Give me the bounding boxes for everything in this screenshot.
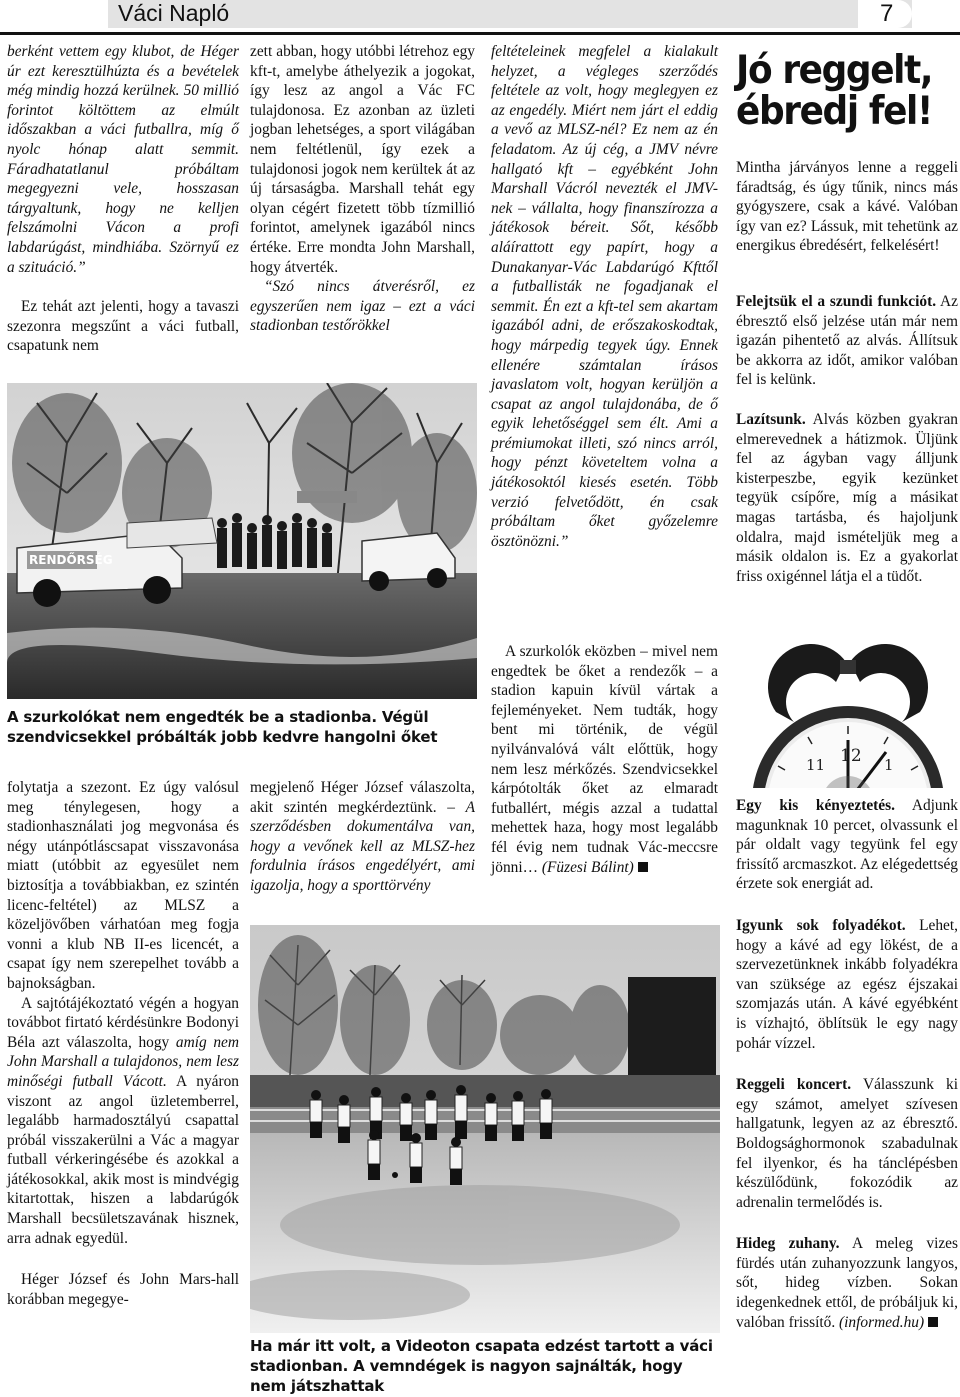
clock-number-1: 1 bbox=[884, 756, 894, 774]
photo-caption-fans: A szurkolókat nem engedték be a stadionba. Végül szendvicsekkel próbálták jobb kedvre hangolni őket bbox=[7, 708, 438, 746]
paragraph: feltételeinek megfelel a kialakult helyzet, a végleges szerződés feltétele az volt, hogy meglegyen ez az engedély. Miért nem járt el eddig a vevő az MLSZ-nél? Ez nem az én feladatom. Az új cég, a JMV névre hallgató kft – egyébként John Marshall Vácról nevezték el JMV-nek – vállalta, hogy finanszírozza a játékosok béreit. Sőt, később aláírattott egy papírt, hogy a Dunakanyar-Vác Labdarúgó Kfttől a futballisták ne fogadjanak el semmit. Én ezt a kft-tel sem akartam igazából adni, de erőszakoskodtak, hogy márpedig tegyek úgy. Ennek ellenére számtalan írásos javaslatom volt, hogyan kerüljön a csapat az angol tulajdonába, de ő egyik lehetőséggel sem élt. Ami a prémiumokat illeti, szó nincs arról, hogy pénzt követeltem volna a játékosoktól kiesés esetén. Több verzió felvetődött, én csak próbáltam őket győzelemre ösztönözni.” bbox=[491, 43, 718, 550]
sidebar-tips-top bbox=[736, 292, 958, 586]
tip-text: Az ébresztő első jelzése után már nem igazán pihentető az alvás. Állítsuk be akkorra az időt, amikor valóban fel is kelünk. bbox=[736, 293, 958, 389]
clock-number-11: 11 bbox=[806, 756, 826, 774]
tip-item bbox=[736, 916, 958, 1053]
paragraph: “Szó nincs átverésről, ez egyszerűen nem igaz – ezt a váci stadionban testőrökkel bbox=[250, 278, 475, 335]
paragraph: Héger József és John Mars-hall korábban megegye- bbox=[7, 1271, 239, 1308]
tip-text: Alvás közben gyakran elmerevednek a hátizmok. Üljünk fel az ágyban vagy álljunk kisterpeszbe, egyik kezünket tegyük csípőre, míg a másikat magas tartásba, és hajoljunk oldalra, majd ismételjük meg a másik oldalon is. Ez a gyakorlat friss oxigénnel látja el a tüdőt. bbox=[736, 410, 958, 585]
clock-number-12: 12 bbox=[840, 746, 862, 766]
paragraph: folytatja a szezont. Ez úgy valósul meg ténylegesen, hogy a stadionhasználati jog megvonása és négy utánpótláscsapat visszavonása miatt (utóbbit az egyesület nem biztosítja a továbbiakban, ez szintén licenc-feltétel) az MLSZ a közeljövőben várhatóan meg fogja vonni a klub NB II-es licencét, a csapat így nem szerepelhet tovább a bajnokságban. bbox=[7, 779, 239, 992]
tip-title: Igyunk sok folyadékot. bbox=[736, 916, 906, 934]
tip-item bbox=[736, 292, 958, 390]
article-column-3-top bbox=[491, 42, 718, 551]
paragraph: Ez tehát azt jelenti, hogy a tavaszi szezonra megszűnt a váci futball, csapatunk nem bbox=[7, 298, 239, 355]
tip-item bbox=[736, 796, 958, 894]
paragraph bbox=[491, 642, 718, 877]
paragraph-text: megjelenő Héger József válaszolta, akit szintén megkérdeztünk. – bbox=[250, 779, 475, 816]
quote-text: amíg nem John Marshall a tulajdonos, nem lesz minőségi futball Vácott. bbox=[7, 1033, 239, 1090]
article-column-2-top bbox=[250, 42, 475, 336]
end-mark bbox=[638, 862, 648, 872]
end-mark bbox=[928, 1317, 938, 1327]
photo-fans-at-stadium bbox=[7, 383, 477, 699]
alarm-clock-icon bbox=[736, 642, 960, 788]
tip-text: A meleg vizes fürdés után zuhanyozzunk langyos, sőt, hideg vízben. Sokan idegenkednek ettől, de próbáljuk ki, valóban frissítő. bbox=[736, 1235, 958, 1331]
article-column-2-mid bbox=[250, 778, 475, 896]
sidebar-headline: Jó reggelt, ébredj fel! bbox=[736, 48, 933, 134]
tip-item bbox=[736, 1075, 958, 1212]
paragraph-text: A sajtótájékoztató végén a hogyan továbbot firtató kérdésünkre Bodonyi Béla azt válaszolta, hogy bbox=[7, 994, 239, 1051]
paragraph: berként vettem egy klubot, de Héger úr ezt keresztülhúzta és a bevételek még mindig hozzá kerülnek. 50 millió forintot költöttem az elmúlt időszakban a váci futballra, míg ő nyolc hónap alatt semmit. Fáradhatatlanul próbáltam megegyezni vele, hosszasan tárgyaltunk, hogy ne kelljen felszámolni Vácon a profi labdarúgást, mindhiába. Szörnyű ez a szituáció.” bbox=[7, 43, 239, 276]
tip-title: Lazítsunk. bbox=[736, 410, 806, 428]
quote-text: A szerződésben dokumentálva van, hogy a vevőnek kell az MLSZ-hez fordulnia írásos engedélyért, ami igazolja, hogy a sporttörvény bbox=[250, 798, 475, 894]
tip-item bbox=[736, 1234, 958, 1332]
sidebar-intro bbox=[736, 158, 958, 256]
tip-title: Felejtsük el a szundi funkciót. bbox=[736, 293, 937, 310]
tip-title: Hideg zuhany. bbox=[736, 1235, 840, 1253]
page-number: 7 bbox=[880, 0, 894, 27]
sidebar-tips-bottom bbox=[736, 796, 958, 1332]
source-credit: (informed.hu) bbox=[839, 1313, 925, 1331]
article-column-1-bottom bbox=[7, 778, 239, 1309]
paragraph-text: A nyáron viszont az angol üzletemberrel, legalább harmadosztályú csapattal próbál visszakerülni a Vác a magyar futball vérkeringésébe és azokkal a játékosokkal, akik most is mindvégig kitartottak, hiszen a labdarúgók Marshall becsületszavának hisznek, arra adnak egyedül. bbox=[7, 1072, 239, 1247]
paragraph-text: A szurkolók eközben – mivel nem engedtek be őket a rendezők – a stadion kapuin kívül vártak a fejleményeket. Nem tudták, hogy bent mi történik, de végül nyilvánvalóvá vált előttük, hogy nem lesz mérkőzés. Szendvicsekkel kárpótolták őket az elmaradt futballért, mégis azzal a tudattal mehettek haza, hogy most legalább fél évig nem tudnak Vác-meccsre jönni… bbox=[491, 643, 718, 876]
tip-item bbox=[736, 410, 958, 586]
paragraph bbox=[7, 994, 239, 1249]
tip-text: Adjunk magunknak 10 percet, olvassunk el pár oldalt vagy tegyünk fel egy frissítő arcmaszkot. Az elégedettség érzete sok energiát ad. bbox=[736, 797, 959, 893]
article-column-1-top bbox=[7, 42, 239, 356]
paragraph bbox=[250, 778, 475, 896]
tip-text: Válasszunk ki egy számot, amelyet szívesen hallgatunk, legyen az az ébresztő. Boldogsághormonok szabadulnak fel ilyenkor, és ha tánclépésben készülődünk, fokozódik az adrenalin termelődés is. bbox=[736, 1076, 958, 1211]
photo-caption-training: Ha már itt volt, a Videoton csapata edzést tartott a váci stadionban. A vemndégek is nagyon sajnálták, hogy nem játszhattak bbox=[250, 1337, 713, 1395]
tip-title: Reggeli koncert. bbox=[736, 1076, 852, 1094]
alarm-clock-illustration bbox=[736, 642, 960, 788]
police-car-sign: RENDŐRSÉG bbox=[29, 553, 113, 567]
publication-name: Váci Napló bbox=[118, 0, 230, 26]
page-header bbox=[0, 0, 960, 35]
training-photo-image bbox=[250, 925, 720, 1333]
paragraph: zett abban, hogy utóbbi létrehoz egy kft-t, amelybe áthelyezik a jogokat, így lesz az angol a Vác FC tulajdonosa. Ez azonban az üzleti jogban lehetséges, a sport világában nem feltétlenül, így ezek a tulajdonosi jogok nem kerültek át az új társaságba. Marshall tehát egy olyan cégért fizetett több tízmillió forintot, amelynek igazából nincs értéke. Erre mondta John Marshall, hogy átverték. bbox=[250, 43, 475, 276]
article-column-3-mid bbox=[491, 642, 718, 877]
fans-photo-image bbox=[7, 383, 477, 699]
tip-title: Egy kis kényeztetés. bbox=[736, 797, 895, 814]
paragraph: Mintha járványos lenne a reggeli fáradtság, és úgy tűnik, nincs más gyógyszere, csak a kávé. Valóban így van ez? Lássuk, mit tehetünk az energikus ébredésért, felkelésért! bbox=[736, 159, 958, 255]
tip-text: Lehet, hogy a kávé ad egy lökést, de a szervezetünknek inkább folyadékra van szüksége az egész éjszakai szomjazás után. A kávé egyébként is vízhajtó, öblítsük le egy nagy pohár vízzel. bbox=[736, 916, 958, 1052]
photo-videoton-training bbox=[250, 925, 720, 1333]
author-signature: (Füzesi Bálint) bbox=[541, 858, 634, 876]
